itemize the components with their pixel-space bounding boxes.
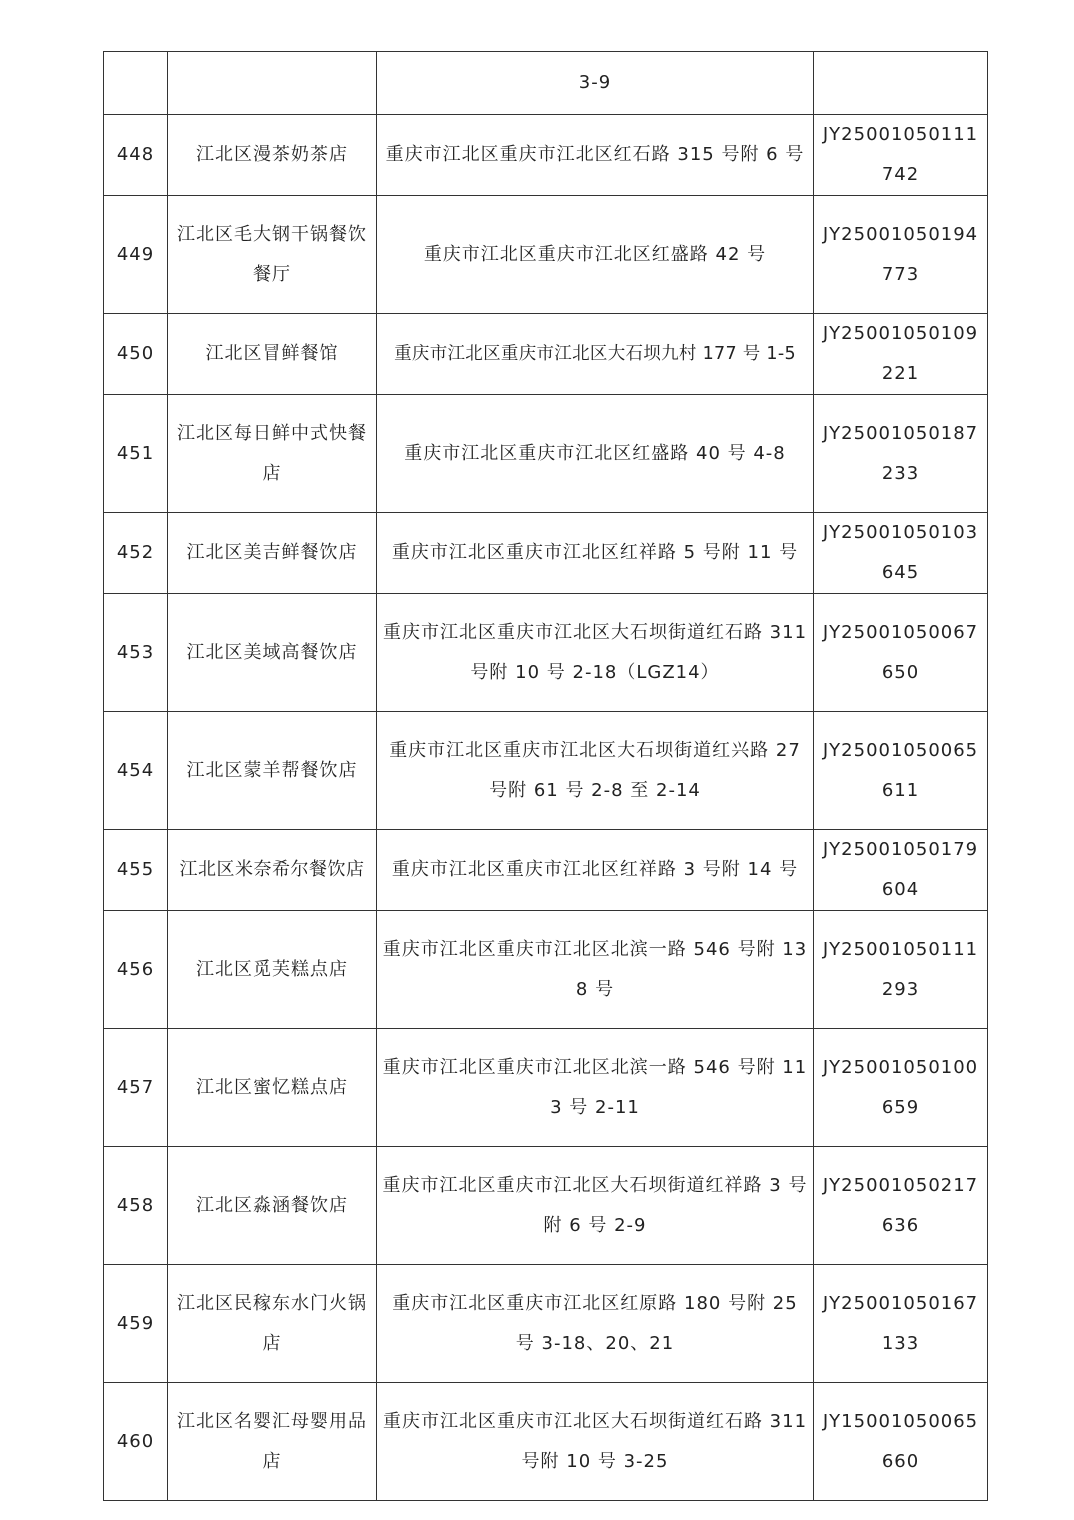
license-number: JY25001050109221 (814, 314, 988, 395)
business-address: 重庆市江北区重庆市江北区红石路 315 号附 6 号 (377, 115, 814, 196)
business-name: 江北区每日鲜中式快餐店 (168, 395, 377, 513)
business-name: 江北区蜜忆糕点店 (168, 1029, 377, 1147)
license-number: JY15001050065660 (814, 1383, 988, 1501)
table-row (104, 513, 988, 594)
row-index: 455 (104, 830, 168, 911)
business-name: 江北区蒙羊帮餐饮店 (168, 712, 377, 830)
table-row (104, 314, 988, 395)
business-address: 重庆市江北区重庆市江北区红盛路 42 号 (377, 196, 814, 314)
business-name (168, 52, 377, 115)
license-number: JY25001050111293 (814, 911, 988, 1029)
business-name: 江北区美域高餐饮店 (168, 594, 377, 712)
license-number: JY25001050067650 (814, 594, 988, 712)
table-row (104, 1147, 988, 1265)
table-row (104, 52, 988, 115)
business-address: 重庆市江北区重庆市江北区大石坝九村 177 号 1-5 (377, 314, 814, 395)
license-number: JY25001050111742 (814, 115, 988, 196)
table-row (104, 1265, 988, 1383)
business-address: 重庆市江北区重庆市江北区北滨一路 546 号附 113 号 2-11 (377, 1029, 814, 1147)
business-address: 重庆市江北区重庆市江北区红盛路 40 号 4-8 (377, 395, 814, 513)
row-index: 456 (104, 911, 168, 1029)
business-address: 3-9 (377, 52, 814, 115)
business-name: 江北区美吉鲜餐饮店 (168, 513, 377, 594)
table-row (104, 712, 988, 830)
table-row (104, 1029, 988, 1147)
license-number: JY25001050065611 (814, 712, 988, 830)
table-row (104, 911, 988, 1029)
row-index: 459 (104, 1265, 168, 1383)
business-address: 重庆市江北区重庆市江北区红原路 180 号附 25 号 3-18、20、21 (377, 1265, 814, 1383)
row-index: 452 (104, 513, 168, 594)
business-address: 重庆市江北区重庆市江北区红祥路 3 号附 14 号 (377, 830, 814, 911)
business-name: 江北区漫茶奶茶店 (168, 115, 377, 196)
license-number (814, 52, 988, 115)
row-index: 453 (104, 594, 168, 712)
row-index: 451 (104, 395, 168, 513)
business-name: 江北区米奈希尔餐饮店 (168, 830, 377, 911)
business-name: 江北区淼涵餐饮店 (168, 1147, 377, 1265)
business-address: 重庆市江北区重庆市江北区大石坝街道红石路 311 号附 10 号 2-18（LGZ14） (377, 594, 814, 712)
row-index: 457 (104, 1029, 168, 1147)
license-number: JY25001050194773 (814, 196, 988, 314)
business-name: 江北区民稼东水门火锅店 (168, 1265, 377, 1383)
table-row (104, 196, 988, 314)
license-number: JY25001050167133 (814, 1265, 988, 1383)
row-index: 448 (104, 115, 168, 196)
row-index: 449 (104, 196, 168, 314)
business-address: 重庆市江北区重庆市江北区大石坝街道红祥路 3 号附 6 号 2-9 (377, 1147, 814, 1265)
business-address: 重庆市江北区重庆市江北区大石坝街道红石路 311 号附 10 号 3-25 (377, 1383, 814, 1501)
table-row (104, 830, 988, 911)
license-number: JY25001050179604 (814, 830, 988, 911)
table-row (104, 115, 988, 196)
business-name: 江北区觅芙糕点店 (168, 911, 377, 1029)
row-index: 454 (104, 712, 168, 830)
table-row (104, 1383, 988, 1501)
business-address: 重庆市江北区重庆市江北区北滨一路 546 号附 138 号 (377, 911, 814, 1029)
license-number: JY25001050103645 (814, 513, 988, 594)
business-address: 重庆市江北区重庆市江北区大石坝街道红兴路 27 号附 61 号 2-8 至 2-14 (377, 712, 814, 830)
business-address: 重庆市江北区重庆市江北区红祥路 5 号附 11 号 (377, 513, 814, 594)
license-number: JY25001050217636 (814, 1147, 988, 1265)
row-index (104, 52, 168, 115)
business-name: 江北区毛大钢干锅餐饮餐厅 (168, 196, 377, 314)
row-index: 450 (104, 314, 168, 395)
table-row (104, 594, 988, 712)
license-number: JY25001050187233 (814, 395, 988, 513)
business-name: 江北区冒鲜餐馆 (168, 314, 377, 395)
license-number: JY25001050100659 (814, 1029, 988, 1147)
table-row (104, 395, 988, 513)
row-index: 458 (104, 1147, 168, 1265)
business-license-table (103, 51, 988, 1501)
row-index: 460 (104, 1383, 168, 1501)
business-name: 江北区名婴汇母婴用品店 (168, 1383, 377, 1501)
